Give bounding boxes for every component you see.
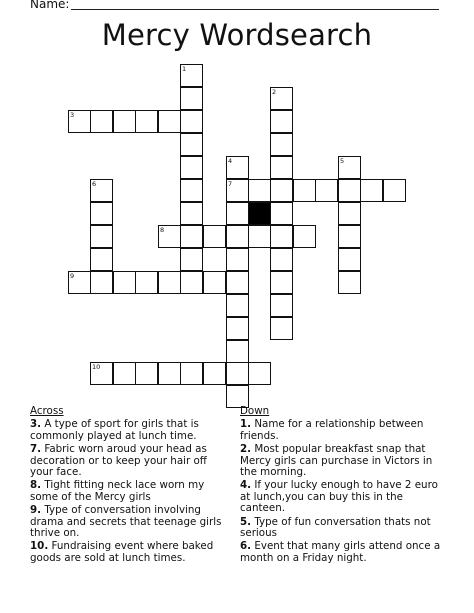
clue-number: 3. — [30, 418, 42, 431]
grid-cell[interactable] — [113, 271, 136, 294]
grid-cell[interactable] — [90, 248, 113, 271]
clue-text: Type of fun conversation thats not serious — [240, 515, 431, 540]
grid-cell[interactable] — [135, 271, 158, 294]
clue-across-8 — [30, 480, 230, 503]
grid-cell[interactable] — [270, 156, 293, 179]
clue-number: 1. — [240, 418, 252, 431]
grid-cell[interactable] — [226, 202, 249, 225]
clue-number: 5. — [240, 515, 252, 528]
clue-number-label: 6 — [92, 180, 97, 188]
clue-number-label: 2 — [272, 88, 277, 96]
grid-cell[interactable] — [226, 340, 249, 363]
grid-cell[interactable] — [315, 179, 338, 202]
clue-text: Most popular breakfast snap that Mercy girls can purchase in Victors in the morning. — [240, 443, 433, 479]
clue-down-5 — [240, 517, 445, 540]
clue-number-label: 10 — [92, 363, 101, 371]
grid-cell[interactable] — [248, 225, 271, 248]
across-heading: Across — [30, 405, 64, 417]
clue-across-7 — [30, 444, 230, 478]
grid-cell[interactable] — [113, 362, 136, 385]
grid-cell[interactable] — [180, 87, 203, 110]
grid-cell[interactable] — [203, 362, 226, 385]
grid-cell[interactable] — [135, 110, 158, 133]
grid-cell[interactable] — [90, 225, 113, 248]
clue-number: 7. — [30, 443, 42, 456]
clue-text: Type of conversation involving drama and secrets that teenage girls thrive on. — [30, 504, 222, 540]
grid-cell[interactable] — [270, 179, 293, 202]
grid-cell[interactable] — [226, 362, 249, 385]
grid-cell[interactable] — [248, 362, 271, 385]
clue-number: 4. — [240, 479, 252, 492]
grid-cell[interactable] — [113, 110, 136, 133]
clue-text: Tight fitting neck lace worn my some of the Mercy girls — [30, 479, 205, 503]
grid-cell[interactable] — [180, 202, 203, 225]
grid-cell[interactable] — [158, 271, 181, 294]
grid-cell[interactable] — [158, 362, 181, 385]
clue-number-label: 1 — [182, 65, 187, 73]
grid-cell[interactable] — [180, 248, 203, 271]
grid-cell-black — [248, 202, 271, 225]
grid-cell[interactable] — [203, 225, 226, 248]
grid-cell[interactable] — [338, 202, 361, 225]
clue-number-label: 5 — [340, 157, 345, 165]
grid-cell[interactable] — [270, 133, 293, 156]
grid-cell[interactable] — [180, 110, 203, 133]
grid-cell[interactable] — [338, 179, 361, 202]
grid-cell[interactable] — [270, 225, 293, 248]
clue-number: 8. — [30, 479, 42, 492]
grid-cell[interactable] — [180, 271, 203, 294]
clue-number: 6. — [240, 540, 252, 553]
grid-cell[interactable] — [226, 271, 249, 294]
grid-cell[interactable] — [180, 179, 203, 202]
grid-cell[interactable] — [270, 248, 293, 271]
clue-text: Event that many girls attend once a month on a Friday night. — [240, 540, 441, 564]
clue-number-label: 3 — [70, 111, 75, 119]
clue-down-4 — [240, 480, 445, 514]
clue-text: If your lucky enough to have 2 euro at lunch,you can buy this in the canteen. — [240, 479, 438, 515]
clue-number: 2. — [240, 443, 252, 456]
grid-cell[interactable] — [158, 110, 181, 133]
clue-number-label: 8 — [160, 226, 165, 234]
clue-text: Fabric worn aroud your head as decoration or to keep your hair off your face. — [30, 443, 207, 479]
down-clues — [240, 406, 445, 566]
down-heading: Down — [240, 405, 270, 417]
clue-number: 9. — [30, 504, 42, 517]
clue-text: Name for a relationship between friends. — [240, 418, 424, 442]
clue-number: 10. — [30, 540, 49, 553]
grid-cell[interactable] — [338, 271, 361, 294]
clue-down-6 — [240, 541, 445, 564]
grid-cell[interactable] — [180, 362, 203, 385]
grid-cell[interactable] — [226, 248, 249, 271]
grid-cell[interactable] — [293, 179, 316, 202]
grid-cell[interactable] — [338, 225, 361, 248]
across-clues — [30, 406, 230, 566]
clue-number-label: 7 — [228, 180, 233, 188]
grid-cell[interactable] — [270, 317, 293, 340]
grid-cell[interactable] — [270, 110, 293, 133]
grid-cell[interactable] — [226, 225, 249, 248]
grid-cell[interactable] — [248, 179, 271, 202]
grid-cell[interactable] — [293, 225, 316, 248]
clue-text: Fundraising event where baked goods are sold at lunch times. — [30, 540, 214, 564]
grid-cell[interactable] — [180, 133, 203, 156]
grid-cell[interactable] — [226, 317, 249, 340]
grid-cell[interactable] — [360, 179, 383, 202]
page-title: Mercy Wordsearch — [101, 18, 373, 52]
name-label: Name: — [30, 0, 70, 11]
grid-cell[interactable] — [180, 225, 203, 248]
grid-cell[interactable] — [270, 202, 293, 225]
grid-cell[interactable] — [135, 362, 158, 385]
grid-cell[interactable] — [338, 248, 361, 271]
grid-cell[interactable] — [90, 202, 113, 225]
grid-cell[interactable] — [383, 179, 406, 202]
clue-down-2 — [240, 444, 445, 478]
grid-cell[interactable] — [180, 156, 203, 179]
clue-across-3 — [30, 419, 230, 442]
clue-number-label: 4 — [228, 157, 233, 165]
grid-cell[interactable] — [226, 294, 249, 317]
grid-cell[interactable] — [90, 110, 113, 133]
grid-cell[interactable] — [203, 271, 226, 294]
grid-cell[interactable] — [90, 271, 113, 294]
clue-across-10 — [30, 541, 230, 564]
grid-cell[interactable] — [270, 294, 293, 317]
clue-down-1 — [240, 419, 445, 442]
clue-across-9 — [30, 505, 230, 539]
clue-number-label: 9 — [70, 272, 75, 280]
clue-text: A type of sport for girls that is commonly played at lunch time. — [30, 418, 199, 442]
grid-cell[interactable] — [270, 271, 293, 294]
